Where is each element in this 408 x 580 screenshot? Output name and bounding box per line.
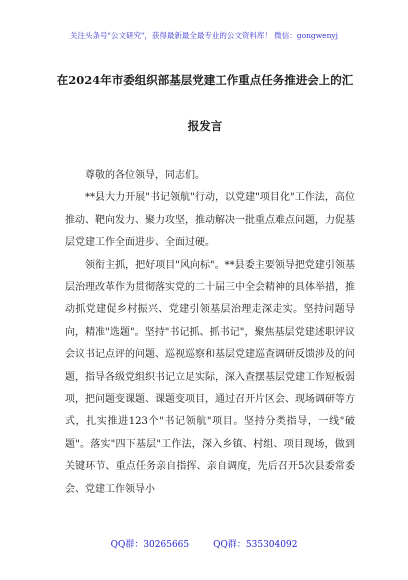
document-title-line-2: 报发言 bbox=[187, 119, 223, 133]
salutation: 尊敬的各位领导，同志们。 bbox=[85, 170, 205, 181]
paragraph-1: **县大力开展"书记领航"行动，以党建"项目化"工作法，高位推动、靶向发力、聚力攻坚，推动解决一批重点难点问题，力促基层党建工作全面进步、全面过硬。 bbox=[65, 192, 355, 249]
document-title-line-1: 在2024年市委组织部基层党建工作重点任务推进会上的汇 bbox=[56, 73, 354, 87]
qq-group-1: QQ群：30265665 bbox=[110, 540, 190, 550]
paragraph-2: 领衔主抓，把好项目"风向标"。**县委主要领导把党建引领基层治理改革作为贯彻落实党的二十届三中全会精神的具体举措，推动抓党建促乡村振兴、党建引领基层治理走深走实。坚持问题导向，精准"选题"。坚持"书记抓、抓书记"，聚焦基层党建述职评议会议书记点评的问题、巡视巡察和基层党建巡查调研反馈涉及的问题，指导各级党组织书记立足实际，深入查摆基层党建工作短板弱项，把问题变课题、课题变项目，通过召开片区会、现场调研等方式，扎实推进123个"书记领航"项目。坚持分类指导，一线"破题"。落实"四下基层"工作法，深入乡镇、村组、项目现场，做到关键环节、重点任务亲自指挥、亲自调度，先后召开5次县委常委会、党建工作领导小 bbox=[65, 259, 355, 495]
qq-group-2: QQ群：535304092 bbox=[213, 540, 298, 550]
document-body bbox=[65, 165, 355, 501]
header-banner: 关注头条号"公文研究"，获得最新最全最专业的公文资料库！ 微信：gongwenyj bbox=[70, 31, 338, 40]
footer-contact bbox=[0, 537, 408, 550]
